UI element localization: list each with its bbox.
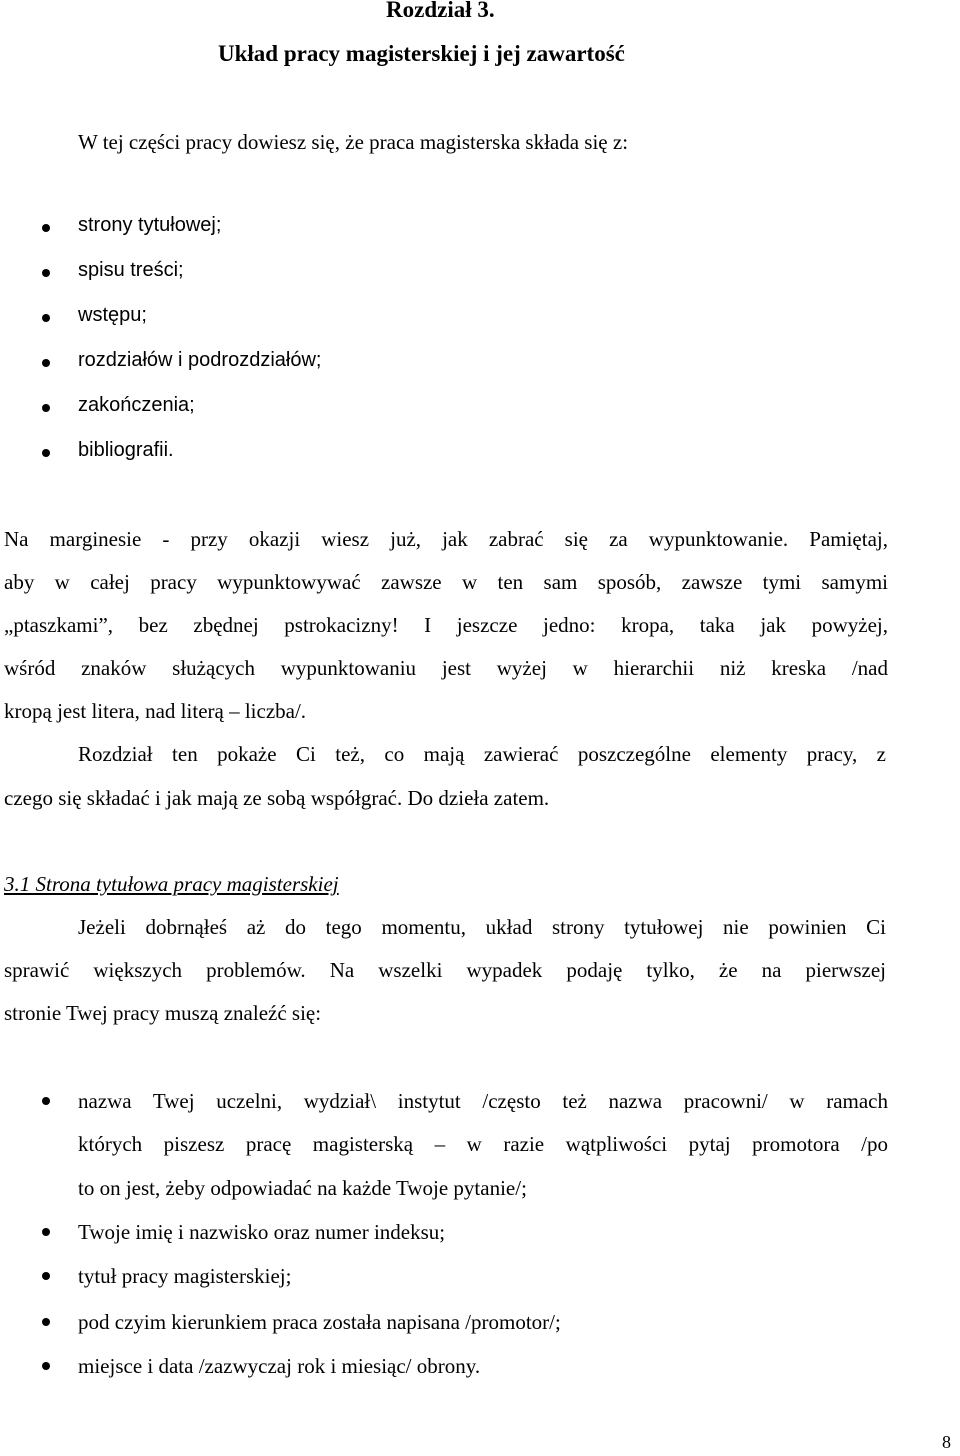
bullet-icon xyxy=(42,314,50,322)
bullet-icon xyxy=(42,1318,50,1326)
paragraph-line: Rozdział ten pokaże Ci też, co mają zawierać poszczególne elementy pracy, z xyxy=(78,742,886,766)
paragraph-line: wśród znaków służących wypunktowaniu jest wyżej w hierarchii niż kreska /nad xyxy=(4,656,888,680)
paragraph-line: stronie Twej pracy muszą znaleźć się: xyxy=(4,1001,322,1025)
intro-text: W tej części pracy dowiesz się, że praca magisterska składa się z: xyxy=(78,130,629,154)
list-item-line: miejsce i data /zazwyczaj rok i miesiąc/ obrony. xyxy=(78,1354,481,1378)
paragraph-line: „ptaszkami”, bez zbędnej pstrokacizny! I jeszcze jedno: kropa, taka jak powyżej, xyxy=(4,613,888,637)
list-item: strony tytułowej; xyxy=(78,214,222,236)
list-item-line: pod czyim kierunkiem praca została napisana /promotor/; xyxy=(78,1310,561,1334)
bullet-icon xyxy=(42,1097,50,1105)
list-item-line: nazwa Twej uczelni, wydział\ instytut /często też nazwa pracowni/ w ramach xyxy=(78,1089,888,1113)
chapter-title: Układ pracy magisterskiej i jej zawartość xyxy=(218,41,625,66)
bullet-icon xyxy=(42,359,50,367)
list-item-line: to on jest, żeby odpowiadać na każde Twoje pytanie/; xyxy=(78,1176,527,1200)
list-item: bibliografii. xyxy=(78,439,174,461)
bullet-icon xyxy=(42,1228,50,1236)
bullet-icon xyxy=(42,404,50,412)
bullet-icon xyxy=(42,269,50,277)
list-item: rozdziałów i podrozdziałów; xyxy=(78,349,322,371)
bullet-icon xyxy=(42,449,50,457)
bullet-icon xyxy=(42,1362,50,1370)
paragraph-line: sprawić większych problemów. Na wszelki wypadek podaję tylko, że na pierwszej xyxy=(4,958,886,982)
bullet-icon xyxy=(42,224,50,232)
list-item: spisu treści; xyxy=(78,259,184,281)
chapter-label: Rozdział 3. xyxy=(386,0,495,22)
list-item: wstępu; xyxy=(78,304,147,326)
paragraph-line: Jeżeli dobrnąłeś aż do tego momentu, układ strony tytułowej nie powinien Ci xyxy=(78,915,886,939)
paragraph-line: kropą jest litera, nad literą – liczba/. xyxy=(4,699,307,723)
list-item-line: tytuł pracy magisterskiej; xyxy=(78,1264,292,1288)
page-number: 8 xyxy=(942,1432,951,1452)
section-heading: 3.1 Strona tytułowa pracy magisterskiej xyxy=(4,872,339,896)
paragraph-line: Na marginesie - przy okazji wiesz już, jak zabrać się za wypunktowanie. Pamiętaj, xyxy=(4,527,888,551)
paragraph-line: czego się składać i jak mają ze sobą współgrać. Do dzieła zatem. xyxy=(4,786,550,810)
list-item: zakończenia; xyxy=(78,394,195,416)
bullet-icon xyxy=(42,1272,50,1280)
paragraph-line: aby w całej pracy wypunktowywać zawsze w ten sam sposób, zawsze tymi samymi xyxy=(4,570,888,594)
list-item-line: Twoje imię i nazwisko oraz numer indeksu; xyxy=(78,1220,446,1244)
list-item-line: których piszesz pracę magisterską – w razie wątpliwości pytaj promotora /po xyxy=(78,1132,888,1156)
